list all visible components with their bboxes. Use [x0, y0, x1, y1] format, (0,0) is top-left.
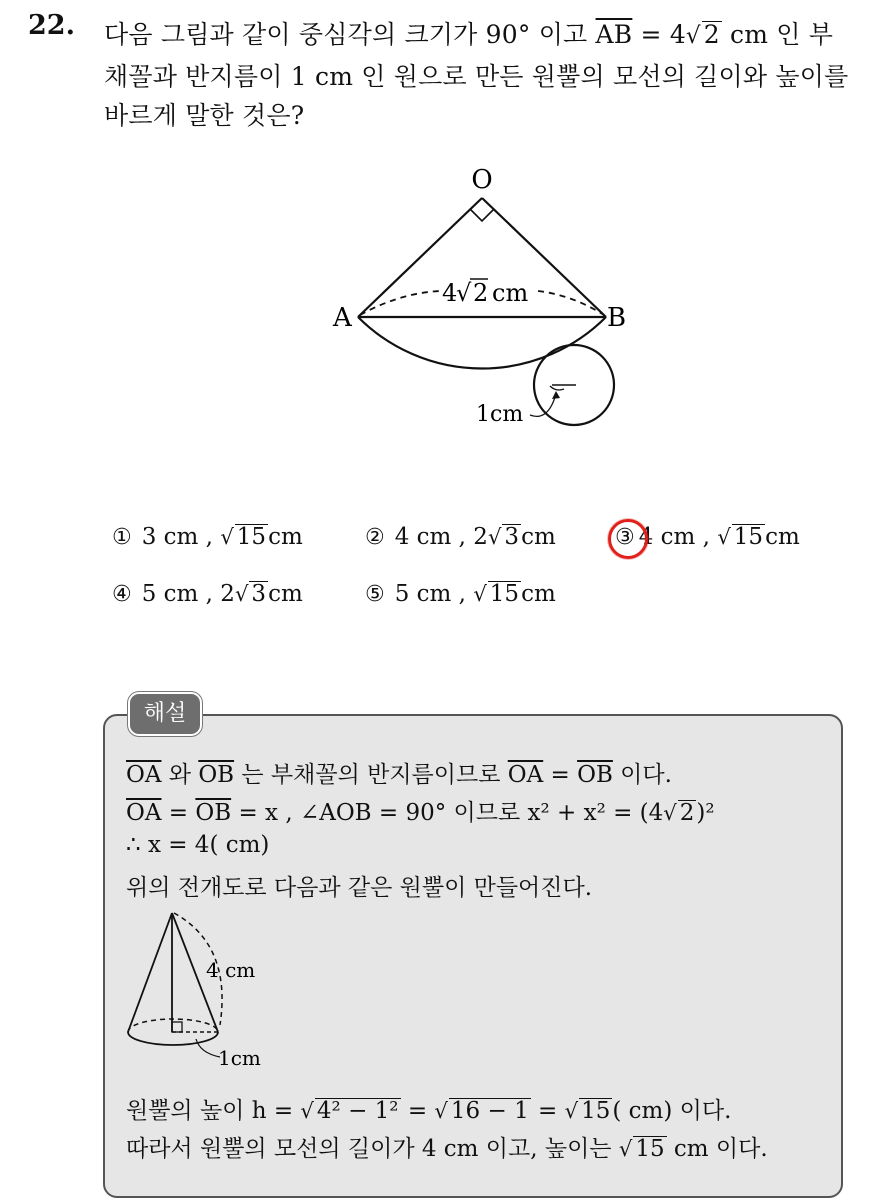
sqrt-symbol: √ — [234, 581, 249, 606]
sqrt-symbol: √ — [618, 1136, 633, 1161]
question-line-2: 채꼴과 반지름이 1 cm 인 원으로 만든 원뿔의 모선의 길이와 높이를 — [104, 62, 849, 91]
choice-text: 5 cm , 2 — [141, 581, 235, 607]
choice-text: 4 cm , 2 — [394, 524, 488, 550]
radicand: 15 — [489, 581, 520, 607]
label-o: O — [471, 165, 493, 195]
segment-ob: $\overline{OB}$ — [195, 800, 232, 826]
solution-text: 원뿔의 높이 h = — [126, 1098, 301, 1124]
solution-text: 와 — [161, 762, 199, 788]
solution-text: 따라서 원뿔의 모선의 길이가 4 cm 이고, 높이는 — [126, 1136, 619, 1162]
question-text: 다음 그림과 같이 중심각의 크기가 90° 이고 — [104, 20, 596, 49]
solution-text: = — [400, 1098, 435, 1124]
solution-line-1 — [126, 756, 672, 789]
solution-text: )² — [696, 800, 715, 826]
radicand: 15 — [581, 1098, 611, 1124]
question-text-end: cm 인 부 — [721, 20, 834, 49]
solution-text: 는 부채꼴의 반지름이므로 — [234, 762, 508, 788]
choice-number: ② — [365, 525, 385, 550]
sqrt-symbol: √ — [300, 1098, 314, 1123]
choice-3[interactable] — [615, 524, 800, 550]
question-line-3: 바르게 말한 것은? — [104, 101, 305, 130]
sqrt-symbol: √ — [473, 581, 487, 606]
radicand: 15 — [236, 524, 267, 550]
chord-sqrt-symbol: √ — [456, 279, 472, 307]
solution-text: cm 이다. — [666, 1136, 768, 1162]
solution-text: ( cm) 이다. — [612, 1098, 732, 1124]
radicand: 2 — [679, 800, 695, 826]
choice-number: ① — [112, 525, 132, 550]
choice-number-marked: ③ — [615, 525, 635, 550]
radicand: 15 — [635, 1136, 665, 1162]
segment-ob: $\overline{OB}$ — [577, 762, 613, 788]
solution-text: = x , ∠AOB = 90° 이므로 x² + x² = (4 — [231, 800, 664, 826]
segment-ab: $\overline{AB}$ — [595, 20, 633, 49]
choice-2[interactable] — [365, 524, 556, 550]
cone-radius-label: 1cm — [218, 1046, 261, 1070]
choice-1[interactable] — [112, 524, 303, 550]
solution-line-2 — [126, 794, 715, 827]
choice-unit: cm — [268, 581, 303, 607]
choice-text: 3 cm , — [141, 524, 213, 550]
segment-oa: $\overline{OA}$ — [126, 800, 162, 826]
sector-figure — [320, 160, 640, 440]
choice-text: 5 cm , — [394, 581, 466, 607]
choice-unit: cm — [268, 524, 303, 550]
choice-text: 4 cm , — [638, 524, 710, 550]
cone-slant-label: 4 cm — [206, 958, 256, 982]
segment-oa: $\overline{OA}$ — [126, 762, 162, 788]
solution-line-5 — [126, 1092, 731, 1125]
solution-line-3: ∴ x = 4( cm) — [126, 832, 270, 858]
sqrt-symbol: √ — [663, 800, 677, 825]
solution-line-4: 위의 전개도로 다음과 같은 원뿔이 만들어진다. — [126, 875, 593, 901]
choice-unit: cm — [521, 581, 556, 607]
question-number: 22. — [28, 10, 75, 41]
equals-text: = 4 — [632, 20, 686, 49]
question-line-1 — [104, 15, 833, 51]
chord-unit: cm — [492, 279, 529, 307]
radicand: 16 − 1 — [450, 1098, 529, 1124]
solution-text: = — [543, 762, 578, 788]
segment-ob: $\overline{OB}$ — [198, 762, 235, 788]
sqrt-symbol: √ — [564, 1098, 579, 1123]
radicand: 4² − 1² — [316, 1098, 399, 1124]
solution-text: 이다. — [612, 762, 672, 788]
chord-label-coef: 4 — [442, 279, 458, 307]
choice-5[interactable] — [365, 581, 556, 607]
radicand: 15 — [733, 524, 764, 550]
radius-label: 1cm — [476, 402, 524, 427]
solution-text: = — [161, 800, 196, 826]
sqrt-symbol: √ — [220, 524, 234, 549]
choice-4[interactable] — [112, 581, 303, 607]
cone-diagram — [120, 905, 280, 1075]
sqrt-symbol: √ — [434, 1098, 448, 1123]
label-b: B — [607, 303, 627, 333]
solution-text: = — [530, 1098, 565, 1124]
radicand: 3 — [251, 581, 267, 607]
sqrt-symbol: √ — [685, 23, 701, 49]
sqrt-symbol: √ — [487, 524, 502, 549]
solution-tag: 해설 — [128, 692, 202, 736]
label-a: A — [333, 303, 352, 333]
choice-number: ④ — [112, 582, 132, 607]
choice-unit: cm — [765, 524, 800, 550]
choice-number: ⑤ — [365, 582, 385, 607]
segment-oa: $\overline{OA}$ — [507, 762, 544, 788]
solution-line-6 — [126, 1130, 768, 1163]
radicand: 2 — [703, 20, 720, 49]
chord-radicand: 2 — [473, 279, 489, 307]
sqrt-symbol: √ — [717, 524, 731, 549]
choice-unit: cm — [521, 524, 556, 550]
radicand: 3 — [504, 524, 520, 550]
